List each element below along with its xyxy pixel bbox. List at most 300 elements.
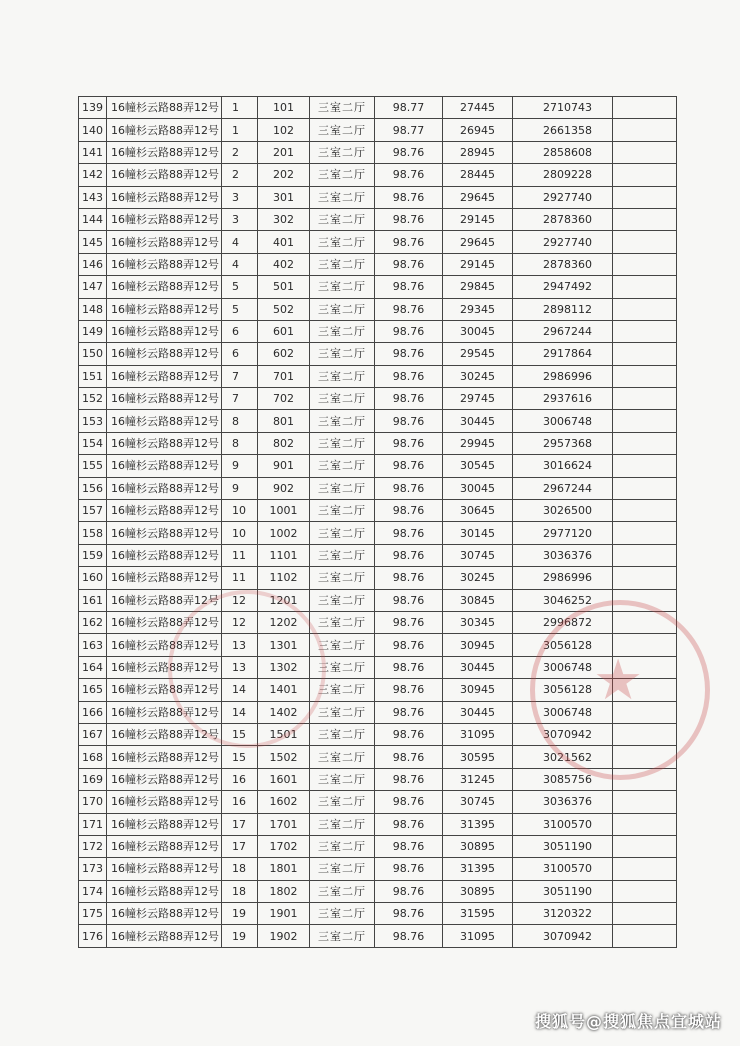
total-price-cell: 2661358 (513, 119, 613, 141)
address-cell: 16幢杉云路88弄12号 (107, 880, 222, 902)
row-number: 172 (79, 835, 107, 857)
layout-cell: 三室二厅 (310, 119, 375, 141)
row-number: 155 (79, 455, 107, 477)
total-price-cell: 2710743 (513, 97, 613, 119)
area-cell: 98.76 (375, 611, 443, 633)
room-cell: 1802 (258, 880, 310, 902)
table-row (79, 141, 677, 163)
layout-cell: 三室二厅 (310, 365, 375, 387)
row-number: 147 (79, 276, 107, 298)
area-cell: 98.76 (375, 522, 443, 544)
unit-price-cell: 30895 (443, 835, 513, 857)
total-price-cell: 2917864 (513, 343, 613, 365)
area-cell: 98.76 (375, 231, 443, 253)
table-row (79, 231, 677, 253)
layout-cell: 三室二厅 (310, 276, 375, 298)
room-cell: 1401 (258, 679, 310, 701)
note-cell (613, 455, 677, 477)
layout-cell: 三室二厅 (310, 746, 375, 768)
unit-price-cell: 31095 (443, 925, 513, 947)
layout-cell: 三室二厅 (310, 141, 375, 163)
layout-cell: 三室二厅 (310, 544, 375, 566)
floor-cell: 13 (222, 656, 258, 678)
layout-cell: 三室二厅 (310, 903, 375, 925)
address-cell: 16幢杉云路88弄12号 (107, 208, 222, 230)
note-cell (613, 320, 677, 342)
area-cell: 98.76 (375, 544, 443, 566)
area-cell: 98.76 (375, 903, 443, 925)
address-cell: 16幢杉云路88弄12号 (107, 388, 222, 410)
note-cell (613, 231, 677, 253)
floor-cell: 13 (222, 634, 258, 656)
floor-cell: 6 (222, 320, 258, 342)
layout-cell: 三室二厅 (310, 679, 375, 701)
unit-price-cell: 30445 (443, 656, 513, 678)
table-row (79, 611, 677, 633)
note-cell (613, 768, 677, 790)
table-row (79, 522, 677, 544)
note-cell (613, 477, 677, 499)
unit-price-cell: 31595 (443, 903, 513, 925)
unit-price-cell: 28445 (443, 164, 513, 186)
table-row (79, 544, 677, 566)
area-cell: 98.76 (375, 141, 443, 163)
address-cell: 16幢杉云路88弄12号 (107, 791, 222, 813)
floor-cell: 18 (222, 858, 258, 880)
unit-price-cell: 27445 (443, 97, 513, 119)
room-cell: 602 (258, 343, 310, 365)
layout-cell: 三室二厅 (310, 343, 375, 365)
table-row (79, 925, 677, 947)
star-icon: ★ (593, 648, 644, 713)
room-cell: 401 (258, 231, 310, 253)
total-price-cell: 2957368 (513, 432, 613, 454)
area-cell: 98.76 (375, 768, 443, 790)
unit-price-cell: 30245 (443, 567, 513, 589)
area-cell: 98.76 (375, 858, 443, 880)
table-row (79, 723, 677, 745)
row-number: 157 (79, 500, 107, 522)
row-number: 165 (79, 679, 107, 701)
total-price-cell: 2927740 (513, 186, 613, 208)
total-price-cell: 2878360 (513, 253, 613, 275)
row-number: 149 (79, 320, 107, 342)
room-cell: 402 (258, 253, 310, 275)
address-cell: 16幢杉云路88弄12号 (107, 320, 222, 342)
area-cell: 98.76 (375, 164, 443, 186)
area-cell: 98.76 (375, 701, 443, 723)
area-cell: 98.76 (375, 186, 443, 208)
layout-cell: 三室二厅 (310, 880, 375, 902)
address-cell: 16幢杉云路88弄12号 (107, 656, 222, 678)
floor-cell: 16 (222, 791, 258, 813)
table-row (79, 365, 677, 387)
unit-price-cell: 29545 (443, 343, 513, 365)
layout-cell: 三室二厅 (310, 455, 375, 477)
note-cell (613, 656, 677, 678)
unit-price-cell: 30745 (443, 544, 513, 566)
price-table (78, 96, 677, 948)
table-row (79, 388, 677, 410)
row-number: 161 (79, 589, 107, 611)
row-number: 168 (79, 746, 107, 768)
address-cell: 16幢杉云路88弄12号 (107, 276, 222, 298)
floor-cell: 18 (222, 880, 258, 902)
note-cell (613, 634, 677, 656)
room-cell: 1201 (258, 589, 310, 611)
table-row (79, 903, 677, 925)
room-cell: 1302 (258, 656, 310, 678)
row-number: 140 (79, 119, 107, 141)
floor-cell: 3 (222, 186, 258, 208)
table-row (79, 567, 677, 589)
unit-price-cell: 31245 (443, 768, 513, 790)
room-cell: 601 (258, 320, 310, 342)
note-cell (613, 925, 677, 947)
floor-cell: 16 (222, 768, 258, 790)
room-cell: 1202 (258, 611, 310, 633)
layout-cell: 三室二厅 (310, 858, 375, 880)
address-cell: 16幢杉云路88弄12号 (107, 835, 222, 857)
note-cell (613, 567, 677, 589)
total-price-cell: 3056128 (513, 679, 613, 701)
address-cell: 16幢杉云路88弄12号 (107, 343, 222, 365)
layout-cell: 三室二厅 (310, 813, 375, 835)
unit-price-cell: 30445 (443, 701, 513, 723)
total-price-cell: 3070942 (513, 723, 613, 745)
table-row (79, 835, 677, 857)
area-cell: 98.76 (375, 276, 443, 298)
note-cell (613, 880, 677, 902)
note-cell (613, 858, 677, 880)
total-price-cell: 3100570 (513, 858, 613, 880)
floor-cell: 9 (222, 455, 258, 477)
floor-cell: 1 (222, 119, 258, 141)
layout-cell: 三室二厅 (310, 432, 375, 454)
table-row (79, 656, 677, 678)
row-number: 152 (79, 388, 107, 410)
layout-cell: 三室二厅 (310, 186, 375, 208)
row-number: 143 (79, 186, 107, 208)
note-cell (613, 208, 677, 230)
address-cell: 16幢杉云路88弄12号 (107, 298, 222, 320)
area-cell: 98.77 (375, 119, 443, 141)
address-cell: 16幢杉云路88弄12号 (107, 164, 222, 186)
room-cell: 1001 (258, 500, 310, 522)
room-cell: 901 (258, 455, 310, 477)
address-cell: 16幢杉云路88弄12号 (107, 410, 222, 432)
unit-price-cell: 30545 (443, 455, 513, 477)
unit-price-cell: 30245 (443, 365, 513, 387)
total-price-cell: 3120322 (513, 903, 613, 925)
total-price-cell: 3026500 (513, 500, 613, 522)
floor-cell: 2 (222, 141, 258, 163)
row-number: 146 (79, 253, 107, 275)
unit-price-cell: 26945 (443, 119, 513, 141)
unit-price-cell: 30595 (443, 746, 513, 768)
floor-cell: 12 (222, 589, 258, 611)
table-row (79, 679, 677, 701)
note-cell (613, 365, 677, 387)
note-cell (613, 701, 677, 723)
unit-price-cell: 30645 (443, 500, 513, 522)
unit-price-cell: 28945 (443, 141, 513, 163)
address-cell: 16幢杉云路88弄12号 (107, 522, 222, 544)
area-cell: 98.76 (375, 791, 443, 813)
room-cell: 1502 (258, 746, 310, 768)
floor-cell: 17 (222, 813, 258, 835)
address-cell: 16幢杉云路88弄12号 (107, 701, 222, 723)
total-price-cell: 3051190 (513, 880, 613, 902)
layout-cell: 三室二厅 (310, 791, 375, 813)
address-cell: 16幢杉云路88弄12号 (107, 544, 222, 566)
room-cell: 1701 (258, 813, 310, 835)
total-price-cell: 2947492 (513, 276, 613, 298)
total-price-cell: 2996872 (513, 611, 613, 633)
table-row (79, 880, 677, 902)
area-cell: 98.76 (375, 925, 443, 947)
layout-cell: 三室二厅 (310, 589, 375, 611)
area-cell: 98.76 (375, 298, 443, 320)
row-number: 142 (79, 164, 107, 186)
row-number: 170 (79, 791, 107, 813)
total-price-cell: 2986996 (513, 365, 613, 387)
total-price-cell: 2986996 (513, 567, 613, 589)
unit-price-cell: 29145 (443, 253, 513, 275)
area-cell: 98.76 (375, 410, 443, 432)
table-row (79, 186, 677, 208)
address-cell: 16幢杉云路88弄12号 (107, 455, 222, 477)
address-cell: 16幢杉云路88弄12号 (107, 723, 222, 745)
layout-cell: 三室二厅 (310, 97, 375, 119)
row-number: 144 (79, 208, 107, 230)
floor-cell: 15 (222, 746, 258, 768)
floor-cell: 2 (222, 164, 258, 186)
table-row (79, 320, 677, 342)
table-row (79, 634, 677, 656)
table-row (79, 164, 677, 186)
address-cell: 16幢杉云路88弄12号 (107, 97, 222, 119)
row-number: 145 (79, 231, 107, 253)
row-number: 169 (79, 768, 107, 790)
row-number: 150 (79, 343, 107, 365)
layout-cell: 三室二厅 (310, 164, 375, 186)
row-number: 141 (79, 141, 107, 163)
layout-cell: 三室二厅 (310, 634, 375, 656)
address-cell: 16幢杉云路88弄12号 (107, 186, 222, 208)
total-price-cell: 3056128 (513, 634, 613, 656)
note-cell (613, 746, 677, 768)
area-cell: 98.76 (375, 432, 443, 454)
floor-cell: 9 (222, 477, 258, 499)
note-cell (613, 589, 677, 611)
table-row (79, 208, 677, 230)
floor-cell: 11 (222, 544, 258, 566)
table-row (79, 768, 677, 790)
address-cell: 16幢杉云路88弄12号 (107, 119, 222, 141)
area-cell: 98.76 (375, 477, 443, 499)
area-cell: 98.76 (375, 388, 443, 410)
area-cell: 98.76 (375, 320, 443, 342)
area-cell: 98.76 (375, 365, 443, 387)
note-cell (613, 500, 677, 522)
layout-cell: 三室二厅 (310, 231, 375, 253)
address-cell: 16幢杉云路88弄12号 (107, 903, 222, 925)
address-cell: 16幢杉云路88弄12号 (107, 746, 222, 768)
address-cell: 16幢杉云路88弄12号 (107, 500, 222, 522)
address-cell: 16幢杉云路88弄12号 (107, 231, 222, 253)
total-price-cell: 3070942 (513, 925, 613, 947)
table-row (79, 253, 677, 275)
address-cell: 16幢杉云路88弄12号 (107, 813, 222, 835)
table-row (79, 455, 677, 477)
layout-cell: 三室二厅 (310, 768, 375, 790)
unit-price-cell: 31395 (443, 858, 513, 880)
row-number: 139 (79, 97, 107, 119)
total-price-cell: 3051190 (513, 835, 613, 857)
total-price-cell: 2967244 (513, 477, 613, 499)
note-cell (613, 388, 677, 410)
unit-price-cell: 29645 (443, 186, 513, 208)
table-row (79, 589, 677, 611)
area-cell: 98.76 (375, 343, 443, 365)
area-cell: 98.76 (375, 880, 443, 902)
layout-cell: 三室二厅 (310, 611, 375, 633)
floor-cell: 10 (222, 522, 258, 544)
address-cell: 16幢杉云路88弄12号 (107, 253, 222, 275)
total-price-cell: 3036376 (513, 544, 613, 566)
note-cell (613, 791, 677, 813)
room-cell: 1102 (258, 567, 310, 589)
floor-cell: 19 (222, 925, 258, 947)
layout-cell: 三室二厅 (310, 723, 375, 745)
room-cell: 1702 (258, 835, 310, 857)
table-row (79, 119, 677, 141)
area-cell: 98.76 (375, 455, 443, 477)
note-cell (613, 544, 677, 566)
row-number: 151 (79, 365, 107, 387)
area-cell: 98.76 (375, 567, 443, 589)
address-cell: 16幢杉云路88弄12号 (107, 365, 222, 387)
row-number: 167 (79, 723, 107, 745)
table-row (79, 477, 677, 499)
area-cell: 98.76 (375, 589, 443, 611)
note-cell (613, 903, 677, 925)
total-price-cell: 2967244 (513, 320, 613, 342)
layout-cell: 三室二厅 (310, 567, 375, 589)
unit-price-cell: 29145 (443, 208, 513, 230)
total-price-cell: 3006748 (513, 656, 613, 678)
layout-cell: 三室二厅 (310, 388, 375, 410)
table-row (79, 791, 677, 813)
floor-cell: 15 (222, 723, 258, 745)
total-price-cell: 3021562 (513, 746, 613, 768)
unit-price-cell: 29745 (443, 388, 513, 410)
total-price-cell: 2858608 (513, 141, 613, 163)
row-number: 148 (79, 298, 107, 320)
room-cell: 502 (258, 298, 310, 320)
note-cell (613, 432, 677, 454)
address-cell: 16幢杉云路88弄12号 (107, 768, 222, 790)
total-price-cell: 3006748 (513, 701, 613, 723)
row-number: 176 (79, 925, 107, 947)
layout-cell: 三室二厅 (310, 208, 375, 230)
layout-cell: 三室二厅 (310, 298, 375, 320)
note-cell (613, 343, 677, 365)
floor-cell: 4 (222, 253, 258, 275)
floor-cell: 8 (222, 432, 258, 454)
floor-cell: 10 (222, 500, 258, 522)
unit-price-cell: 30045 (443, 477, 513, 499)
address-cell: 16幢杉云路88弄12号 (107, 611, 222, 633)
room-cell: 1101 (258, 544, 310, 566)
area-cell: 98.76 (375, 208, 443, 230)
total-price-cell: 3100570 (513, 813, 613, 835)
layout-cell: 三室二厅 (310, 522, 375, 544)
room-cell: 801 (258, 410, 310, 432)
row-number: 166 (79, 701, 107, 723)
unit-price-cell: 31395 (443, 813, 513, 835)
row-number: 173 (79, 858, 107, 880)
unit-price-cell: 29345 (443, 298, 513, 320)
unit-price-cell: 30045 (443, 320, 513, 342)
floor-cell: 7 (222, 365, 258, 387)
row-number: 159 (79, 544, 107, 566)
floor-cell: 3 (222, 208, 258, 230)
layout-cell: 三室二厅 (310, 701, 375, 723)
unit-price-cell: 30945 (443, 679, 513, 701)
row-number: 160 (79, 567, 107, 589)
note-cell (613, 679, 677, 701)
total-price-cell: 2937616 (513, 388, 613, 410)
layout-cell: 三室二厅 (310, 410, 375, 432)
floor-cell: 1 (222, 97, 258, 119)
note-cell (613, 119, 677, 141)
note-cell (613, 141, 677, 163)
floor-cell: 12 (222, 611, 258, 633)
room-cell: 302 (258, 208, 310, 230)
area-cell: 98.76 (375, 723, 443, 745)
address-cell: 16幢杉云路88弄12号 (107, 858, 222, 880)
total-price-cell: 2898112 (513, 298, 613, 320)
floor-cell: 7 (222, 388, 258, 410)
address-cell: 16幢杉云路88弄12号 (107, 679, 222, 701)
floor-cell: 5 (222, 276, 258, 298)
note-cell (613, 186, 677, 208)
unit-price-cell: 30445 (443, 410, 513, 432)
note-cell (613, 835, 677, 857)
note-cell (613, 522, 677, 544)
layout-cell: 三室二厅 (310, 656, 375, 678)
total-price-cell: 3046252 (513, 589, 613, 611)
unit-price-cell: 30345 (443, 611, 513, 633)
room-cell: 1402 (258, 701, 310, 723)
floor-cell: 6 (222, 343, 258, 365)
note-cell (613, 276, 677, 298)
area-cell: 98.76 (375, 656, 443, 678)
floor-cell: 19 (222, 903, 258, 925)
room-cell: 1901 (258, 903, 310, 925)
layout-cell: 三室二厅 (310, 835, 375, 857)
table-row (79, 410, 677, 432)
floor-cell: 5 (222, 298, 258, 320)
area-cell: 98.76 (375, 500, 443, 522)
room-cell: 802 (258, 432, 310, 454)
note-cell (613, 611, 677, 633)
area-cell: 98.76 (375, 746, 443, 768)
unit-price-cell: 31095 (443, 723, 513, 745)
watermark: 搜狐号@搜狐焦点宜城站 (534, 1012, 722, 1031)
